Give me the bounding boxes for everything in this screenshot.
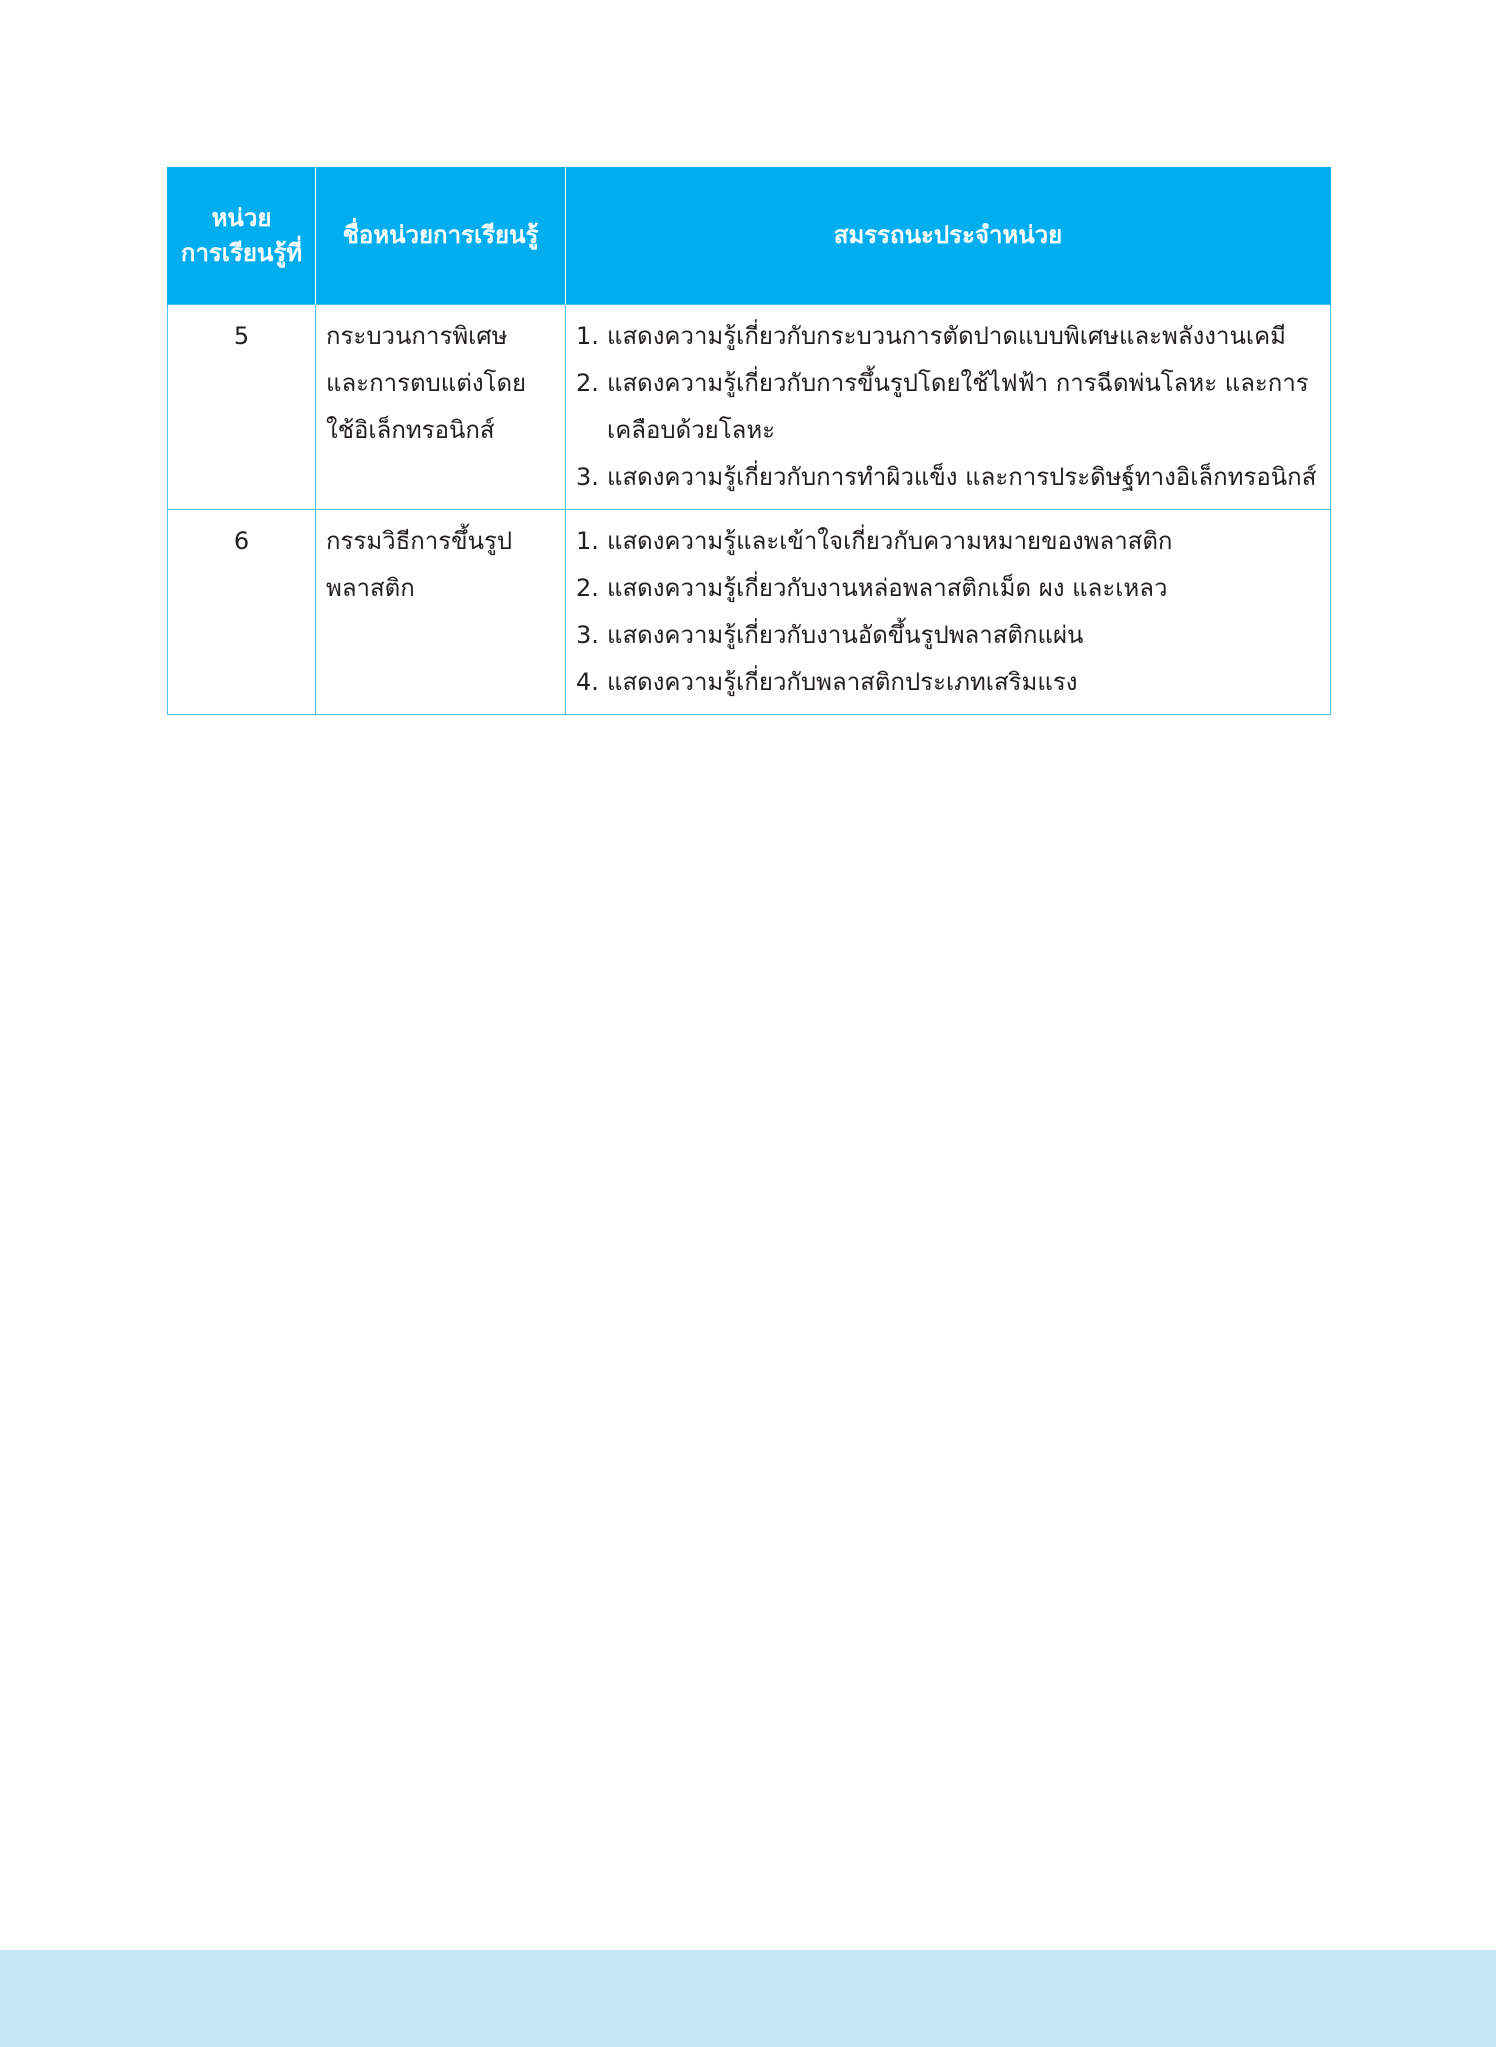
competency-item (576, 659, 1320, 706)
competency-number: 1. (576, 527, 599, 555)
competency-number: 2. (576, 574, 599, 602)
competency-item (576, 313, 1320, 360)
competency-number: 1. (576, 322, 599, 350)
unit-name-cell (316, 305, 566, 510)
competency-text: แสดงความรู้และเข้าใจเกี่ยวกับความหมายของพลาสติก (607, 527, 1173, 555)
competency-item (576, 360, 1320, 454)
unit-name-line: กรรมวิธีการขึ้นรูป (326, 527, 513, 555)
competency-text: แสดงความรู้เกี่ยวกับงานหล่อพลาสติกเม็ด ผง และเหลว (607, 574, 1168, 602)
competency-text: แสดงความรู้เกี่ยวกับการขึ้นรูปโดยใช้ไฟฟ้า การฉีดพ่นโลหะ และการเคลือบด้วยโลหะ (607, 369, 1309, 444)
header-competency: สมรรถนะประจำหน่วย (566, 167, 1331, 305)
footer-band (0, 1950, 1496, 2047)
competency-cell (566, 305, 1331, 510)
competency-cell (566, 510, 1331, 715)
competency-number: 3. (576, 621, 599, 649)
competency-item (576, 454, 1320, 501)
competency-number: 3. (576, 463, 599, 491)
table-header-row (168, 167, 1331, 305)
competency-item (576, 565, 1320, 612)
competency-table (167, 167, 1331, 715)
competency-list (576, 518, 1320, 706)
unit-number-cell: 5 (168, 305, 316, 510)
unit-name-line: กระบวนการพิเศษ (326, 322, 508, 350)
competency-text: แสดงความรู้เกี่ยวกับงานอัดขึ้นรูปพลาสติกแผ่น (607, 621, 1084, 649)
competency-number: 4. (576, 668, 599, 696)
header-unit-number (168, 167, 316, 305)
competency-item (576, 612, 1320, 659)
competency-list (576, 313, 1320, 501)
unit-name-line: พลาสติก (326, 574, 415, 602)
competency-text: แสดงความรู้เกี่ยวกับการทำผิวแข็ง และการประดิษฐ์ทางอิเล็กทรอนิกส์ (607, 463, 1317, 491)
table-row (168, 305, 1331, 510)
competency-number: 2. (576, 369, 599, 397)
table-row (168, 510, 1331, 715)
header-unit-name: ชื่อหน่วยการเรียนรู้ (316, 167, 566, 305)
competency-text: แสดงความรู้เกี่ยวกับพลาสติกประเภทเสริมแรง (607, 668, 1078, 696)
unit-number-cell: 6 (168, 510, 316, 715)
competency-text: แสดงความรู้เกี่ยวกับกระบวนการตัดปาดแบบพิเศษและพลังงานเคมี (607, 322, 1286, 350)
competency-item (576, 518, 1320, 565)
unit-name-cell (316, 510, 566, 715)
header-unit-number-line: หน่วย (211, 203, 272, 232)
unit-name-line: และการตบแต่งโดย (326, 369, 527, 397)
header-unit-number-line: การเรียนรู้ที่ (180, 238, 303, 267)
unit-name-line: ใช้อิเล็กทรอนิกส์ (326, 416, 495, 444)
